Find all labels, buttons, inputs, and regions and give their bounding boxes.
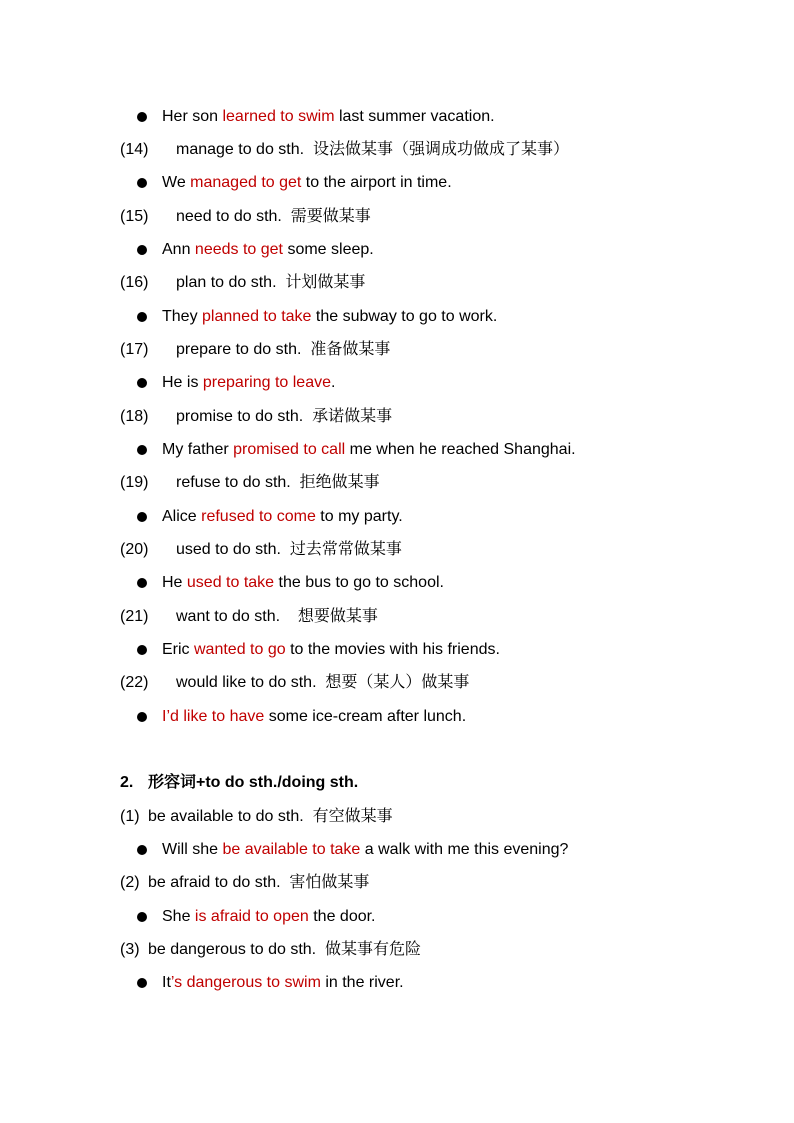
phrase-text: would like to do sth. 想要（某人）做某事	[176, 674, 470, 691]
bullet-icon	[137, 512, 147, 522]
example-sentence: Her son learned to swim last summer vacation.	[162, 108, 495, 125]
example-sentence: It’s dangerous to swim in the river.	[162, 974, 404, 991]
item-number: (3)	[120, 941, 140, 958]
phrase-text: plan to do sth. 计划做某事	[176, 274, 366, 291]
phrase-text: promise to do sth. 承诺做某事	[176, 408, 393, 425]
example-sentence: He is preparing to leave.	[162, 374, 336, 391]
item-number: (20)	[120, 541, 149, 558]
example-sentence: Will she be available to take a walk with me this evening?	[162, 841, 569, 858]
item-number: (16)	[120, 274, 149, 291]
bullet-icon	[137, 845, 147, 855]
example-sentence: Alice refused to come to my party.	[162, 508, 403, 525]
example-sentence: Ann needs to get some sleep.	[162, 241, 374, 258]
item-number: (14)	[120, 141, 149, 158]
bullet-icon	[137, 445, 147, 455]
example-sentence: Eric wanted to go to the movies with his friends.	[162, 641, 500, 658]
phrase-text: be available to do sth. 有空做某事	[148, 808, 393, 825]
phrase-text: be dangerous to do sth. 做某事有危险	[148, 941, 422, 958]
phrase-text: prepare to do sth. 准备做某事	[176, 341, 391, 358]
bullet-icon	[137, 578, 147, 588]
phrase-text: need to do sth. 需要做某事	[176, 208, 371, 225]
example-sentence: She is afraid to open the door.	[162, 908, 376, 925]
example-sentence: They planned to take the subway to go to work.	[162, 308, 498, 325]
item-number: (17)	[120, 341, 149, 358]
bullet-icon	[137, 712, 147, 722]
bullet-icon	[137, 978, 147, 988]
bullet-icon	[137, 645, 147, 655]
bullet-icon	[137, 912, 147, 922]
bullet-icon	[137, 178, 147, 188]
section-number: 2.	[120, 774, 134, 791]
example-sentence: My father promised to call me when he reached Shanghai.	[162, 441, 576, 458]
item-number: (15)	[120, 208, 149, 225]
phrase-text: manage to do sth. 设法做某事（强调成功做成了某事）	[176, 141, 569, 158]
example-sentence: We managed to get to the airport in time.	[162, 174, 452, 191]
phrase-text: used to do sth. 过去常常做某事	[176, 541, 402, 558]
phrase-text: want to do sth. 想要做某事	[176, 608, 378, 625]
bullet-icon	[137, 378, 147, 388]
bullet-icon	[137, 112, 147, 122]
example-sentence: He used to take the bus to go to school.	[162, 574, 444, 591]
item-number: (21)	[120, 608, 149, 625]
section-title: 形容词+to do sth./doing sth.	[148, 774, 359, 791]
phrase-text: refuse to do sth. 拒绝做某事	[176, 474, 380, 491]
example-sentence: I’d like to have some ice-cream after lunch.	[162, 708, 467, 725]
phrase-text: be afraid to do sth. 害怕做某事	[148, 874, 370, 891]
bullet-icon	[137, 312, 147, 322]
item-number: (22)	[120, 674, 149, 691]
item-number: (2)	[120, 874, 140, 891]
bullet-icon	[137, 245, 147, 255]
item-number: (18)	[120, 408, 149, 425]
item-number: (1)	[120, 808, 140, 825]
item-number: (19)	[120, 474, 149, 491]
